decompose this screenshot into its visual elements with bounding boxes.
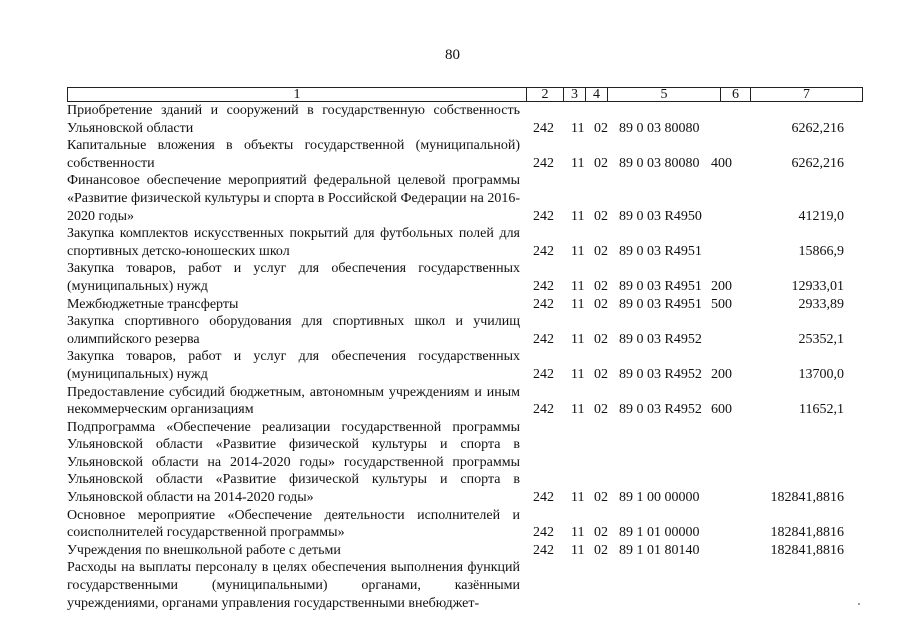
table-row	[0, 348, 905, 383]
row-description: Финансовое обеспечение мероприятий федеральной целевой программы «Развитие физической культуры и спорта в Российской Федерации на 2016-2020 годы»	[67, 173, 520, 224]
row-description: Закупка товаров, работ и услуг для обеспечения государственных (муниципальных) нужд	[67, 349, 520, 382]
row-description: Предоставление субсидий бюджетным, автономным учреждениям и иным некоммерческим организациям	[67, 384, 520, 418]
table-row	[0, 296, 905, 314]
column-header-5: 5	[608, 88, 721, 102]
cell-col3: 11	[571, 155, 585, 171]
cell-col7-amount: 15866,9	[798, 243, 844, 259]
cell-col3: 11	[571, 402, 585, 418]
row-description: Межбюджетные трансферты	[67, 296, 239, 312]
cell-col6: 400	[711, 155, 732, 171]
row-codes	[0, 120, 905, 138]
cell-col4: 02	[594, 402, 608, 418]
scan-speck	[858, 603, 860, 605]
row-description: Основное мероприятие «Обеспечение деятельности исполнителей и соисполнителей государственной программы»	[67, 507, 520, 541]
cell-col2: 242	[533, 296, 554, 312]
row-description: Закупка товаров, работ и услуг для обеспечения государственных (муниципальных) нужд	[67, 261, 520, 294]
row-codes	[0, 331, 905, 349]
cell-col3: 11	[571, 490, 585, 506]
cell-col2: 242	[533, 366, 554, 382]
table-row	[0, 559, 905, 612]
cell-col4: 02	[594, 366, 608, 382]
cell-col2: 242	[533, 525, 554, 541]
row-codes	[0, 296, 905, 314]
row-codes	[0, 366, 905, 384]
cell-col7-amount: 2933,89	[798, 296, 844, 312]
table-row	[0, 313, 905, 348]
row-description: Капитальные вложения в объекты государственной (муниципальной) собственности	[67, 138, 520, 171]
row-description: Закупка комплектов искусственных покрытий для футбольных полей для спортивных детско-юношеских школ	[67, 226, 520, 259]
column-header-7: 7	[751, 88, 863, 102]
cell-col7-amount: 6262,216	[791, 120, 844, 136]
row-codes	[0, 278, 905, 296]
row-codes	[0, 208, 905, 226]
row-codes	[0, 489, 905, 507]
cell-col5: 89 0 03 R4952	[619, 331, 702, 347]
table-row	[0, 419, 905, 507]
row-description: Подпрограмма «Обеспечение реализации государственной программы Ульяновской области «Развитие физической культуры и спорта в Ульяновской области на 2014-2020 годы» государственной программы Ульяновской области «Развитие физической культуры и спорта в Ульяновской области на 2014-2020 годы»	[67, 419, 520, 506]
row-description: Учреждения по внешкольной работе с детьми	[67, 542, 341, 558]
row-codes	[0, 542, 905, 560]
cell-col3: 11	[571, 542, 585, 558]
cell-col4: 02	[594, 155, 608, 171]
table-row	[0, 225, 905, 260]
cell-col3: 11	[571, 208, 585, 224]
cell-col3: 11	[571, 296, 585, 312]
cell-col6: 600	[711, 402, 732, 418]
column-header-table	[67, 87, 863, 102]
cell-col2: 242	[533, 402, 554, 418]
cell-col5: 89 1 01 00000	[619, 525, 700, 541]
row-codes	[0, 595, 905, 613]
row-codes	[0, 401, 905, 419]
column-header-1: 1	[68, 88, 527, 102]
cell-col4: 02	[594, 490, 608, 506]
cell-col7-amount: 6262,216	[791, 155, 844, 171]
cell-col3: 11	[571, 243, 585, 259]
cell-col5: 89 0 03 R4951	[619, 278, 702, 294]
row-codes	[0, 243, 905, 261]
column-header-row	[68, 88, 863, 102]
row-codes	[0, 524, 905, 542]
cell-col7-amount: 13700,0	[798, 366, 844, 382]
cell-col7-amount: 12933,01	[791, 278, 844, 294]
cell-col4: 02	[594, 243, 608, 259]
cell-col7-amount: 182841,8816	[770, 490, 844, 506]
cell-col3: 11	[571, 331, 585, 347]
cell-col5: 89 0 03 R4952	[619, 366, 702, 382]
cell-col5: 89 1 01 80140	[619, 542, 700, 558]
budget-table-body	[0, 102, 905, 612]
cell-col2: 242	[533, 243, 554, 259]
column-header-3: 3	[564, 88, 586, 102]
cell-col5: 89 0 03 R4952	[619, 402, 702, 418]
cell-col2: 242	[533, 331, 554, 347]
cell-col4: 02	[594, 542, 608, 558]
table-row	[0, 102, 905, 137]
cell-col3: 11	[571, 525, 585, 541]
cell-col3: 11	[571, 120, 585, 136]
row-description: Расходы на выплаты персоналу в целях обеспечения выполнения функций государственными (муниципальными) органами, казёнными учреждениями, органами управления государственными внебюджет-	[67, 560, 520, 611]
cell-col6: 500	[711, 296, 732, 312]
row-description: Приобретение зданий и сооружений в государственную собственность Ульяновской области	[67, 103, 520, 136]
cell-col4: 02	[594, 296, 608, 312]
column-header-2: 2	[527, 88, 564, 102]
table-row	[0, 137, 905, 172]
table-row	[0, 542, 905, 560]
cell-col2: 242	[533, 155, 554, 171]
cell-col2: 242	[533, 278, 554, 294]
column-header-6: 6	[721, 88, 751, 102]
cell-col2: 242	[533, 490, 554, 506]
cell-col7-amount: 182841,8816	[770, 542, 844, 558]
cell-col2: 242	[533, 120, 554, 136]
cell-col5: 89 1 00 00000	[619, 490, 700, 506]
cell-col2: 242	[533, 542, 554, 558]
cell-col7-amount: 41219,0	[798, 208, 844, 224]
cell-col6: 200	[711, 366, 732, 382]
cell-col5: 89 0 03 R4951	[619, 243, 702, 259]
table-row	[0, 507, 905, 542]
cell-col4: 02	[594, 525, 608, 541]
cell-col5: 89 0 03 80080	[619, 120, 700, 136]
table-row	[0, 172, 905, 225]
cell-col7-amount: 11652,1	[799, 402, 844, 418]
cell-col5: 89 0 03 80080	[619, 155, 700, 171]
cell-col2: 242	[533, 208, 554, 224]
cell-col6: 200	[711, 278, 732, 294]
column-header-4: 4	[586, 88, 608, 102]
cell-col4: 02	[594, 331, 608, 347]
cell-col7-amount: 182841,8816	[770, 525, 844, 541]
table-row	[0, 384, 905, 419]
cell-col4: 02	[594, 208, 608, 224]
cell-col4: 02	[594, 120, 608, 136]
page-number: 80	[445, 47, 460, 63]
cell-col7-amount: 25352,1	[798, 331, 844, 347]
table-row	[0, 260, 905, 295]
row-codes	[0, 155, 905, 173]
cell-col5: 89 0 03 R4951	[619, 296, 702, 312]
cell-col3: 11	[571, 366, 585, 382]
cell-col5: 89 0 03 R4950	[619, 208, 702, 224]
cell-col3: 11	[571, 278, 585, 294]
row-description: Закупка спортивного оборудования для спортивных школ и училищ олимпийского резерва	[67, 314, 520, 347]
cell-col4: 02	[594, 278, 608, 294]
